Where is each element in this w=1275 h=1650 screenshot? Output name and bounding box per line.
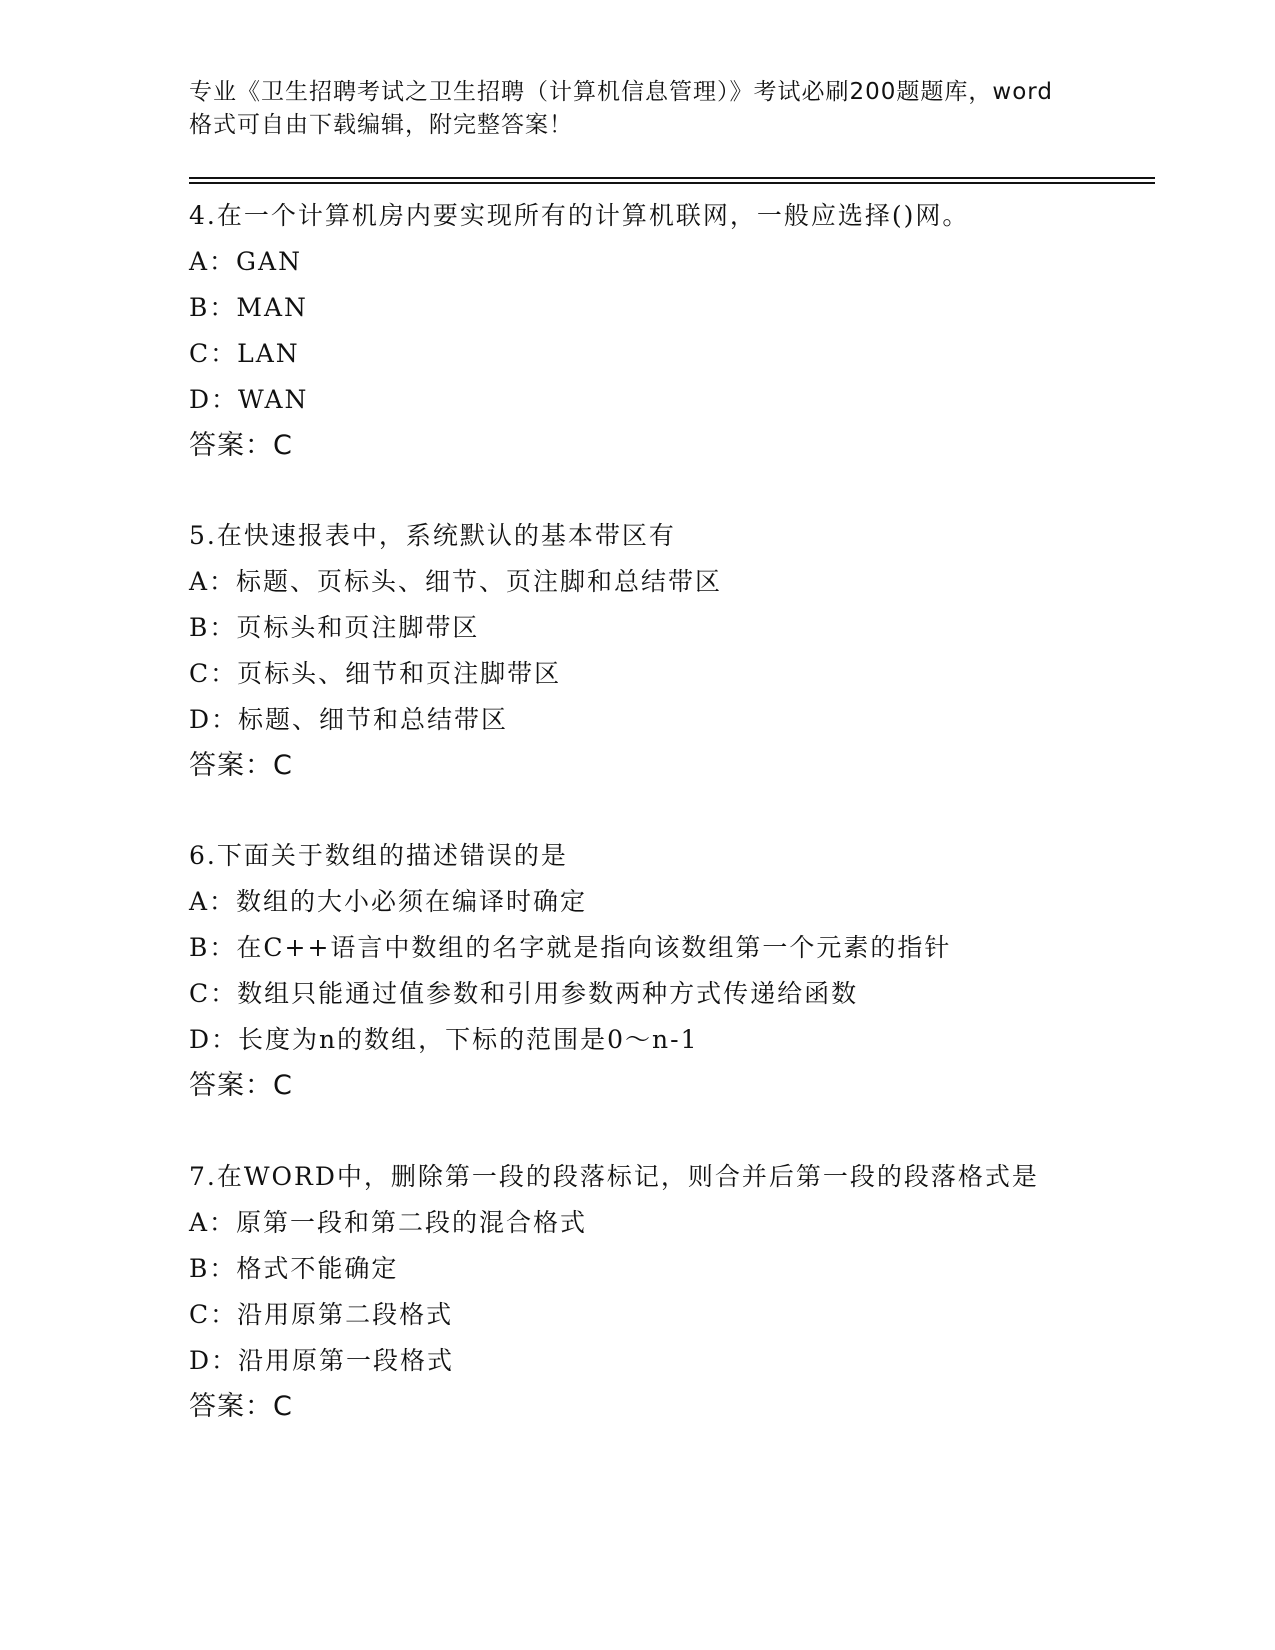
header-line-2: 格式可自由下载编辑，附完整答案！ — [189, 112, 573, 138]
option-c: C：LAN — [189, 339, 300, 368]
question-stem: 6.下面关于数组的描述错误的是 — [189, 841, 568, 870]
document-header — [189, 76, 1089, 142]
header-divider-top — [189, 177, 1155, 179]
answer-line: 答案：C — [189, 1391, 293, 1422]
option-c: C：沿用原第二段格式 — [189, 1300, 454, 1329]
question-block — [189, 833, 1169, 1109]
header-divider-bottom — [189, 182, 1155, 184]
answer-line: 答案：C — [189, 750, 293, 781]
option-b: B：在C++语言中数组的名字就是指向该数组第一个元素的指针 — [189, 933, 952, 962]
answer-line: 答案：C — [189, 430, 293, 461]
option-b: B：格式不能确定 — [189, 1254, 399, 1283]
option-d: D：长度为n的数组，下标的范围是0～n-1 — [189, 1025, 699, 1054]
option-c: C：页标头、细节和页注脚带区 — [189, 659, 562, 688]
header-line-1: 专业《卫生招聘考试之卫生招聘（计算机信息管理）》考试必刷200题题库，word — [189, 79, 1053, 105]
option-c: C：数组只能通过值参数和引用参数两种方式传递给函数 — [189, 979, 859, 1008]
question-block — [189, 1154, 1169, 1430]
option-d: D：标题、细节和总结带区 — [189, 705, 509, 734]
question-block — [189, 513, 1169, 789]
option-d: D：WAN — [189, 385, 309, 414]
question-stem: 7.在WORD中，删除第一段的段落标记，则合并后第一段的段落格式是 — [189, 1162, 1039, 1191]
option-a: A：GAN — [189, 247, 302, 276]
option-a: A：数组的大小必须在编译时确定 — [189, 887, 588, 916]
option-d: D：沿用原第一段格式 — [189, 1346, 455, 1375]
question-stem: 4.在一个计算机房内要实现所有的计算机联网，一般应选择()网。 — [189, 201, 970, 230]
answer-line: 答案：C — [189, 1070, 293, 1101]
option-b: B：MAN — [189, 293, 308, 322]
question-stem: 5.在快速报表中，系统默认的基本带区有 — [189, 521, 676, 550]
option-a: A：标题、页标头、细节、页注脚和总结带区 — [189, 567, 723, 596]
option-b: B：页标头和页注脚带区 — [189, 613, 480, 642]
question-block — [189, 193, 1169, 469]
option-a: A：原第一段和第二段的混合格式 — [189, 1208, 588, 1237]
